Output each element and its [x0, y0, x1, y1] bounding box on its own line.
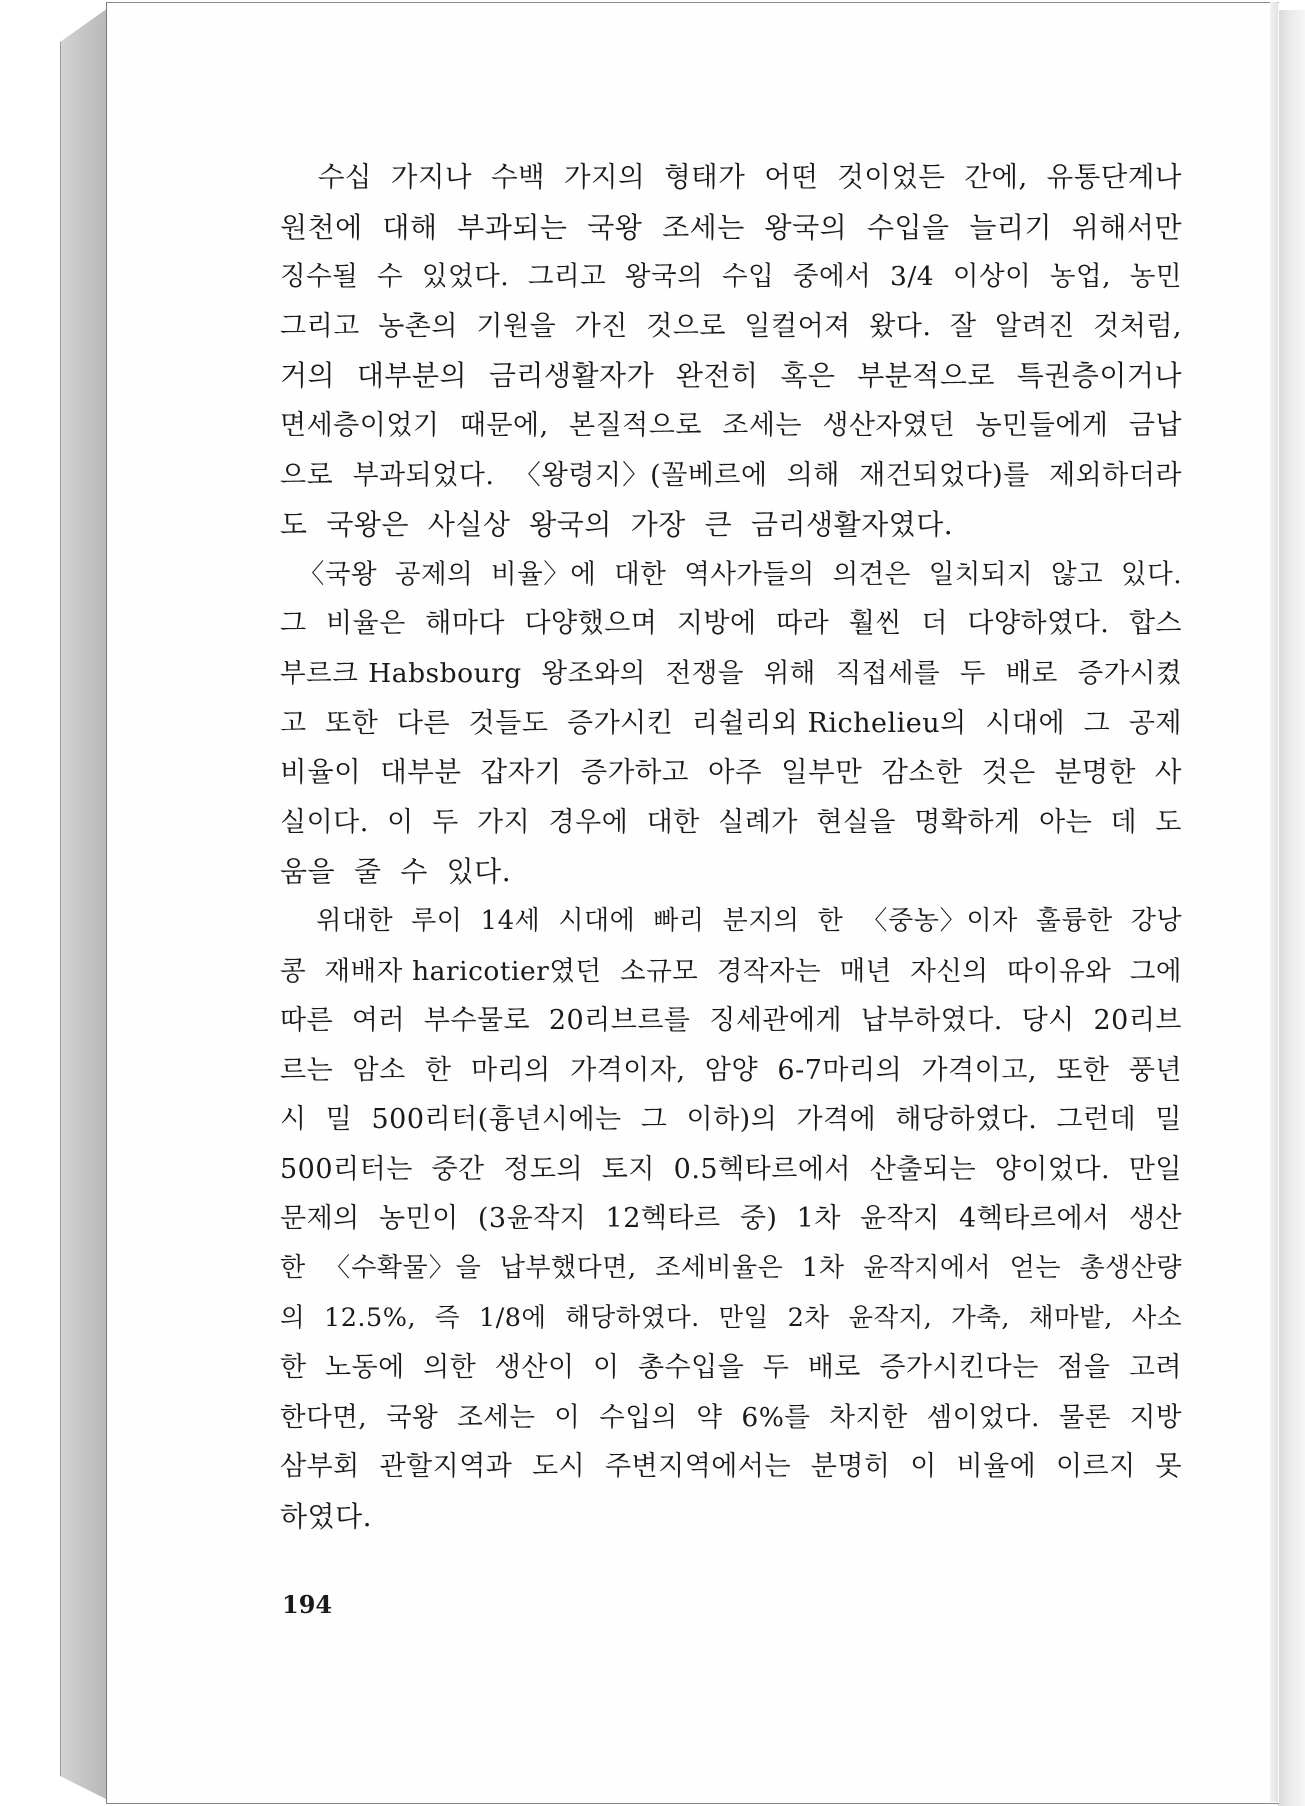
page-number: 194 [282, 1590, 333, 1619]
text-line: 실이다. 이 두 가지 경우에 대한 실례가 현실을 명확하게 아는 데 도 [280, 806, 1182, 838]
text-line: 도 국왕은 사실상 왕국의 가장 큰 금리생활자였다. [280, 508, 954, 542]
book-edge-outline [60, 8, 108, 1800]
text-line: 콩 재배자 haricotier였던 소규모 경작자는 매년 자신의 따이유와 그에 [280, 955, 1182, 987]
text-line: 수십 가지나 수백 가지의 형태가 어떤 것이었든 간에, 유통단계나 [280, 161, 1182, 193]
text-line: 부르크 Habsbourg 왕조와의 전쟁을 위해 직접세를 두 배로 증가시켰 [280, 657, 1183, 689]
text-line: 으로 부과되었다. 〈왕령지〉(꼴베르에 의해 재건되었다)를 제외하더라 [280, 459, 1182, 491]
text-line: 원천에 대해 부과되는 국왕 조세는 왕국의 수입을 늘리기 위해서만 [280, 210, 1182, 244]
text-line: 고 또한 다른 것들도 증가시킨 리쉴리외 Richelieu의 시대에 그 공제 [280, 707, 1182, 739]
text-line: 움을 줄 수 있다. [280, 855, 512, 889]
body-text [280, 153, 1182, 1542]
text-line: 따른 여러 부수물로 20리브르를 징세관에게 납부하였다. 당시 20리브 [280, 1005, 1182, 1037]
text-line: 한 노동에 의한 생산이 이 총수입을 두 배로 증가시킨다는 점을 고려 [280, 1352, 1182, 1384]
text-line: 징수될 수 있었다. 그리고 왕국의 수입 중에서 3/4 이상이 농업, 농민 [280, 261, 1182, 293]
text-line: 〈국왕 공제의 비율〉에 대한 역사가들의 의견은 일치되지 않고 있다. [280, 558, 1183, 590]
text-line: 위대한 루이 14세 시대에 빠리 분지의 한 〈중농〉이자 훌륭한 강낭 [280, 905, 1182, 936]
page-right-edge [1270, 2, 1278, 1802]
text-line: 한다면, 국왕 조세는 이 수입의 약 6%를 차지한 셈이었다. 물론 지방 [280, 1401, 1182, 1433]
text-line: 하였다. [280, 1500, 373, 1534]
text-line: 500리터는 중간 정도의 토지 0.5헥타르에서 산출되는 양이었다. 만일 [280, 1153, 1182, 1185]
text-line: 시 밀 500리터(흉년시에는 그 이하)의 가격에 해당하였다. 그런데 밀 [280, 1104, 1182, 1136]
text-line: 그 비율은 해마다 다양했으며 지방에 따라 훨씬 더 다양하였다. 합스 [280, 608, 1182, 640]
text-line: 르는 암소 한 마리의 가격이자, 암양 6-7마리의 가격이고, 또한 풍년 [280, 1054, 1182, 1086]
text-line: 한 〈수확물〉을 납부했다면, 조세비율은 1차 윤작지에서 얻는 총생산량 [280, 1253, 1182, 1284]
text-line: 문제의 농민이 (3윤작지 12헥타르 중) 1차 윤작지 4헥타르에서 생산 [280, 1203, 1182, 1235]
text-line: 면세층이었기 때문에, 본질적으로 조세는 생산자였던 농민들에게 금납 [280, 409, 1182, 441]
text-line: 의 12.5%, 즉 1/8에 해당하였다. 만일 2차 윤작지, 가축, 채마밭, 사소 [280, 1302, 1182, 1333]
text-line: 그리고 농촌의 기원을 가진 것으로 일컬어져 왔다. 잘 알려진 것처럼, [280, 310, 1182, 342]
page-shadow [1278, 10, 1305, 1806]
text-line: 비율이 대부분 갑자기 증가하고 아주 일부만 감소한 것은 분명한 사 [280, 756, 1182, 789]
text-line: 삼부회 관할지역과 도시 주변지역에서는 분명히 이 비율에 이르지 못 [280, 1451, 1182, 1483]
text-line: 거의 대부분의 금리생활자가 완전히 혹은 부분적으로 특권층이거나 [280, 359, 1182, 393]
